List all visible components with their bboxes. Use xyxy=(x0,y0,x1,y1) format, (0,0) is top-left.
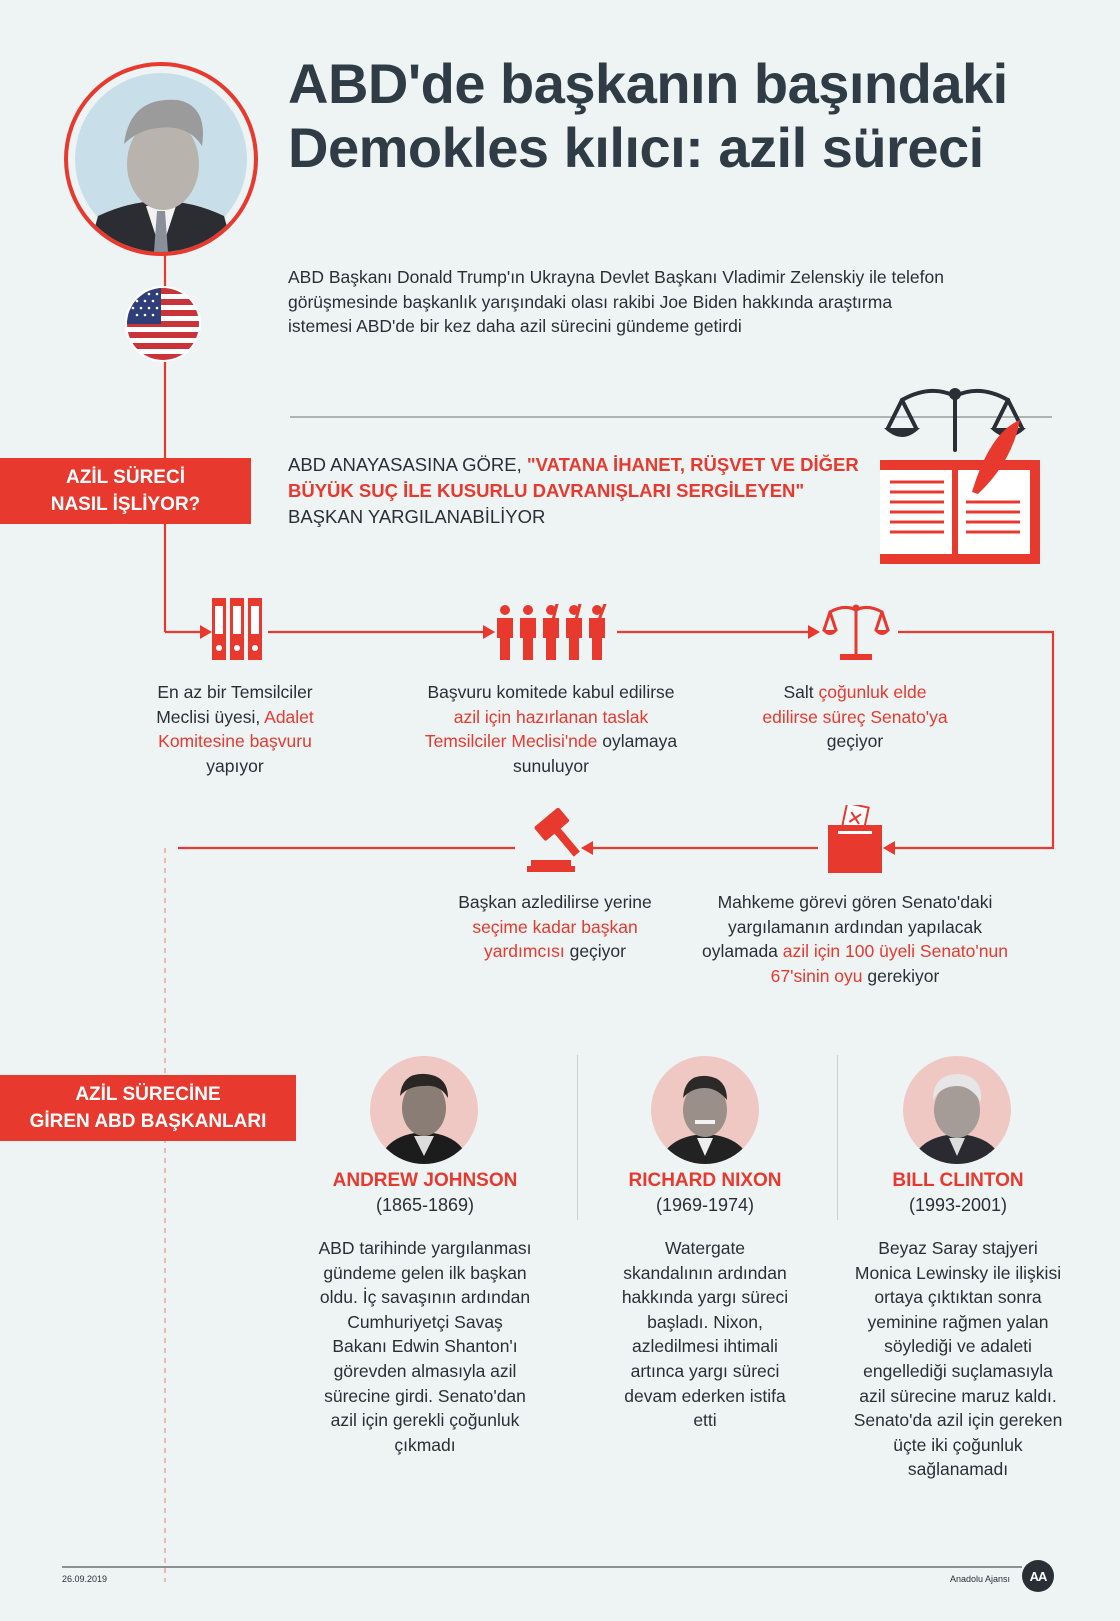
law-book-scales-icon xyxy=(880,382,1040,567)
committee-people-icon xyxy=(495,604,615,660)
section-tag-process xyxy=(0,458,251,524)
constitution-end: BAŞKAN YARGILANABİLİYOR xyxy=(288,506,546,527)
portrait-bill-clinton xyxy=(903,1056,1011,1164)
page-title: ABD'de başkanın başındaki Demokles kılıcı: azil süreci xyxy=(288,52,1008,179)
president-description: Beyaz Saray stajyeri Monica Lewinsky ile ilişkisi ortaya çıktıktan sonra yeminine rağmen yalan söylediği ve adaleti engellediği suçlamasıyla azil sürecine maruz kaldı. Senato'da azil için gereken üçte iki çoğunluk sağlanamadı xyxy=(853,1238,1063,1480)
footer-date: 26.09.2019 xyxy=(62,1574,108,1584)
step-3-text xyxy=(760,680,950,754)
step-2-pre: Başvuru komitede kabul edilirse xyxy=(427,682,675,702)
section-tag-presidents-line1: AZİL SÜRECİNE xyxy=(75,1084,221,1105)
aa-logo-icon xyxy=(1022,1560,1054,1592)
gavel-icon xyxy=(525,808,589,872)
step-3-highlight: çoğunluk elde edilirse süreç Senato'ya xyxy=(762,682,948,727)
scales-icon xyxy=(822,604,890,662)
step-1-highlight: Adalet Komitesine başvuru xyxy=(158,706,314,752)
section-tag-process-line1: AZİL SÜRECİ xyxy=(66,467,185,488)
footer-source: Anadolu Ajansı xyxy=(950,1574,1011,1584)
aa-logo-text: AA xyxy=(1029,1568,1047,1584)
step-4-text xyxy=(700,890,1010,988)
step-4-highlight: azil için 100 üyeli Senato'nun 67'sinin oyu xyxy=(770,941,1008,986)
step-2-highlight: azil için hazırlanan taslak Temsilciler Meclisi'nde xyxy=(424,706,649,752)
usa-flag-icon xyxy=(125,286,201,362)
column-separator xyxy=(577,1055,578,1220)
president-description: ABD tarihinde yargılanması gündeme gelen ilk başkan oldu. İç savaşının ardından Cumhuriyetçi Savaş Bakanı Edwin Shanton'ı görevden almasıyla azil sürecine girdi. Senato'dan azil için gerekli çoğunluk çıkmadı xyxy=(318,1238,532,1455)
step-5-highlight: seçime kadar başkan yardımcısı xyxy=(472,916,638,962)
portrait-andrew-johnson xyxy=(370,1056,478,1164)
portrait-trump xyxy=(64,62,258,256)
step-4-post: gerekiyor xyxy=(862,965,940,986)
president-card-clinton xyxy=(833,1170,1083,1482)
step-5-post: geçiyor xyxy=(564,941,626,962)
step-2-text xyxy=(420,680,682,778)
constitution-text xyxy=(288,452,888,530)
constitution-intro: ABD ANAYASASINA GÖRE, xyxy=(288,454,527,475)
constitution-highlight: "VATANA İHANET, RÜŞVET VE DİĞER BÜYÜK SUÇ İLE KUSURLU DAVRANIŞLARI SERGİLEYEN" xyxy=(288,454,859,501)
president-name: RICHARD NIXON xyxy=(628,1170,782,1191)
binders-icon xyxy=(212,598,262,660)
section-tag-presidents xyxy=(0,1075,296,1141)
ballot-box-icon xyxy=(828,805,882,873)
president-card-nixon xyxy=(580,1170,830,1433)
step-4-pre: Mahkeme görevi gören Senato'daki yargılamanın ardından yapılacak oylamada xyxy=(702,892,993,962)
section-tag-process-line2: NASIL İŞLİYOR? xyxy=(50,494,201,515)
step-3-post: geçiyor xyxy=(826,731,884,752)
step-5-text xyxy=(455,890,655,964)
president-name: ANDREW JOHNSON xyxy=(332,1170,518,1191)
section-tag-presidents-line2: GİREN ABD BAŞKANLARI xyxy=(29,1111,267,1132)
president-years: (1993-2001) xyxy=(908,1195,1008,1215)
president-name: BILL CLINTON xyxy=(892,1170,1024,1191)
president-years: (1969-1974) xyxy=(655,1195,755,1215)
step-5-pre: Başkan azledilirse yerine xyxy=(458,892,652,912)
intro-text: ABD Başkanı Donald Trump'ın Ukrayna Devlet Başkanı Vladimir Zelenskiy ile telefon görüşmesinde başkanlık yarışındaki olası rakibi Joe Biden hakkında araştırma istemesi ABD'de bir kez daha azil sürecini gündeme getirdi xyxy=(288,267,944,336)
step-2-post: oylamaya sunuluyor xyxy=(513,731,678,776)
president-years: (1865-1869) xyxy=(375,1195,475,1215)
step-1-pre: En az bir Temsilciler Meclisi üyesi, xyxy=(156,682,313,727)
step-1-text xyxy=(130,680,340,778)
step-3-pre: Salt xyxy=(783,682,819,702)
president-card-johnson xyxy=(300,1170,550,1457)
portrait-richard-nixon xyxy=(651,1056,759,1164)
step-1-post: yapıyor xyxy=(206,755,264,776)
president-description: Watergate skandalının ardından hakkında yargı süreci başladı. Nixon, azledilmesi ihtimali artınca yargı süreci devam ederken istifa etti xyxy=(621,1238,789,1431)
